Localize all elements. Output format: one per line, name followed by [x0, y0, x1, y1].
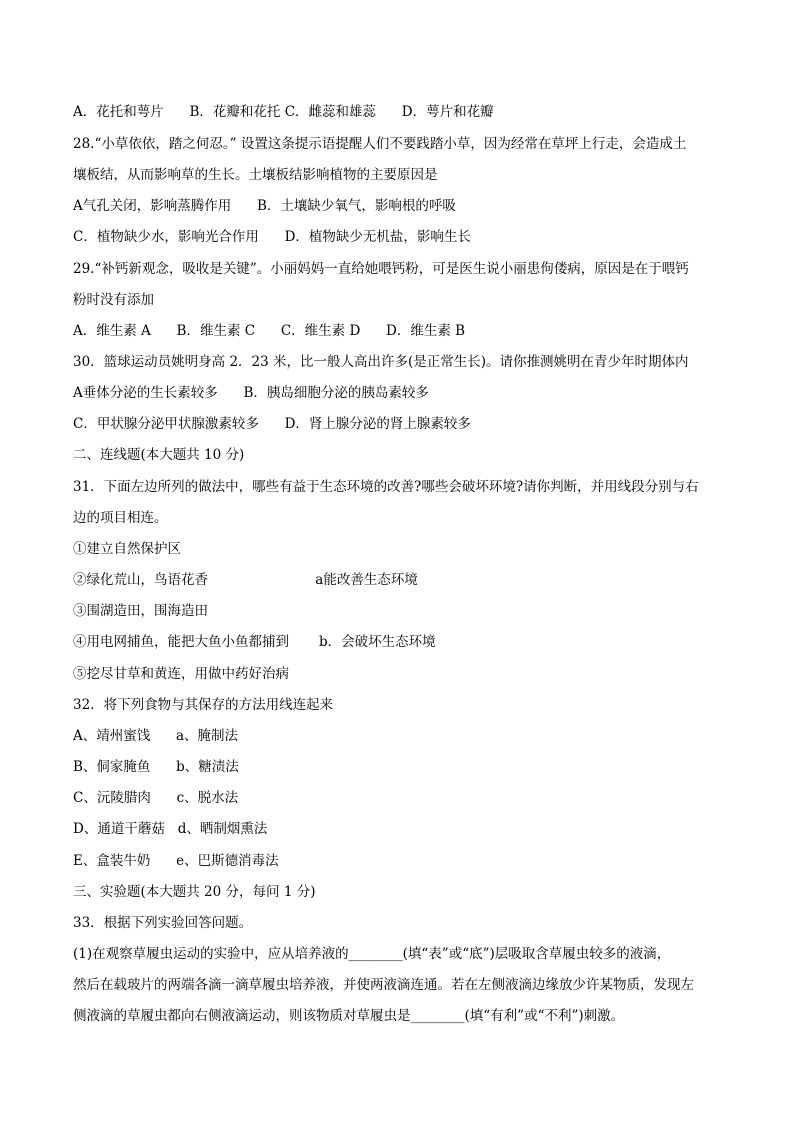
q28-options-ab: A气孔关闭，影响蒸腾作用 B．土壤缺少氧气，影响根的呼吸 [73, 198, 456, 214]
q33-part1-line3: 侧液滴的草履虫都向右侧液滴运动，则该物质对草履虫是________(填“有利”或“不利”)刺激。 [73, 1008, 625, 1024]
q31-stem-line2: 边的项目相连。 [73, 510, 168, 526]
q29-options: A．维生素 A B．维生素 C C．维生素 D D．维生素 B [73, 323, 466, 339]
q27-options: A．花托和萼片 B．花瓣和花托 C．雌蕊和雄蕊 D．萼片和花瓣 [73, 104, 494, 120]
q28-stem-line2: 壤板结，从而影响草的生长。土壤板结影响植物的主要原因是 [73, 167, 438, 183]
q32-pair-e: E、盒装牛奶 e、巴斯德消毒法 [73, 853, 279, 869]
q32-pair-b: B、侗家腌鱼 b、糖渍法 [73, 759, 239, 775]
q33-stem: 33．根据下列实验回答问题。 [73, 915, 253, 931]
q29-stem-line1: 29.“补钙新观念，吸收是关键”。小丽妈妈一直给她喂钙粉，可是医生说小丽患佝偻病，原因是在于喂钙 [73, 261, 689, 277]
q33-part1-line1: (1)在观察草履虫运动的实验中，应从培养液的________(填“表”或“底”)层吸取含草履虫较多的液滴， [73, 946, 671, 962]
section-3-heading: 三、实验题(本大题共 20 分，每问 1 分) [73, 884, 316, 900]
q33-part1-line2: 然后在载玻片的两端各滴一滴草履虫培养液，并使两液滴连通。若在左侧液滴边缘放少许某物质，发现左 [73, 977, 694, 993]
q28-stem-line1: 28.“小草依依，踏之何忍。” 设置这条提示语提醒人们不要践踏小草，因为经常在草坪上行走，会造成土 [73, 136, 687, 152]
q31-item-2: ②绿化荒山，鸟语花香 a能改善生态环境 [73, 572, 418, 588]
q32-pair-c: C、沅陵腊肉 c、脱水法 [73, 790, 239, 806]
q32-stem: 32．将下列食物与其保存的方法用线连起来 [73, 697, 334, 713]
q30-options-ab: A垂体分泌的生长素较多 B．胰岛细胞分泌的胰岛素较多 [73, 385, 429, 401]
q31-item-4: ④用电网捕鱼，能把大鱼小鱼都捕到 b．会破坏生态环境 [73, 634, 436, 650]
q28-options-cd: C．植物缺少水，影响光合作用 D．植物缺少无机盐，影响生长 [73, 229, 471, 245]
q29-stem-line2: 粉时没有添加 [73, 292, 154, 308]
q31-stem-line1: 31．下面左边所列的做法中，哪些有益于生态环境的改善?哪些会破坏环境?请你判断，并用线段分别与右 [73, 479, 699, 495]
q31-item-5: ⑤挖尽甘草和黄连，用做中药好治病 [73, 666, 289, 682]
q30-stem: 30．篮球运动员姚明身高 2．23 米，比一般人高出许多(是正常生长)。请你推测姚明在青少年时期体内 [73, 354, 689, 370]
section-2-heading: 二、连线题(本大题共 10 分) [73, 447, 245, 463]
q30-options-cd: C．甲状腺分泌甲状腺激素较多 D．肾上腺分泌的肾上腺素较多 [73, 416, 471, 432]
q31-item-1: ①建立自然保护区 [73, 541, 181, 557]
q32-pair-d: D、通道干蘑菇 d、晒制烟熏法 [73, 821, 268, 837]
q31-item-3: ③围湖造田，围海造田 [73, 603, 208, 619]
q32-pair-a: A、靖州蜜饯 a、腌制法 [73, 728, 239, 744]
